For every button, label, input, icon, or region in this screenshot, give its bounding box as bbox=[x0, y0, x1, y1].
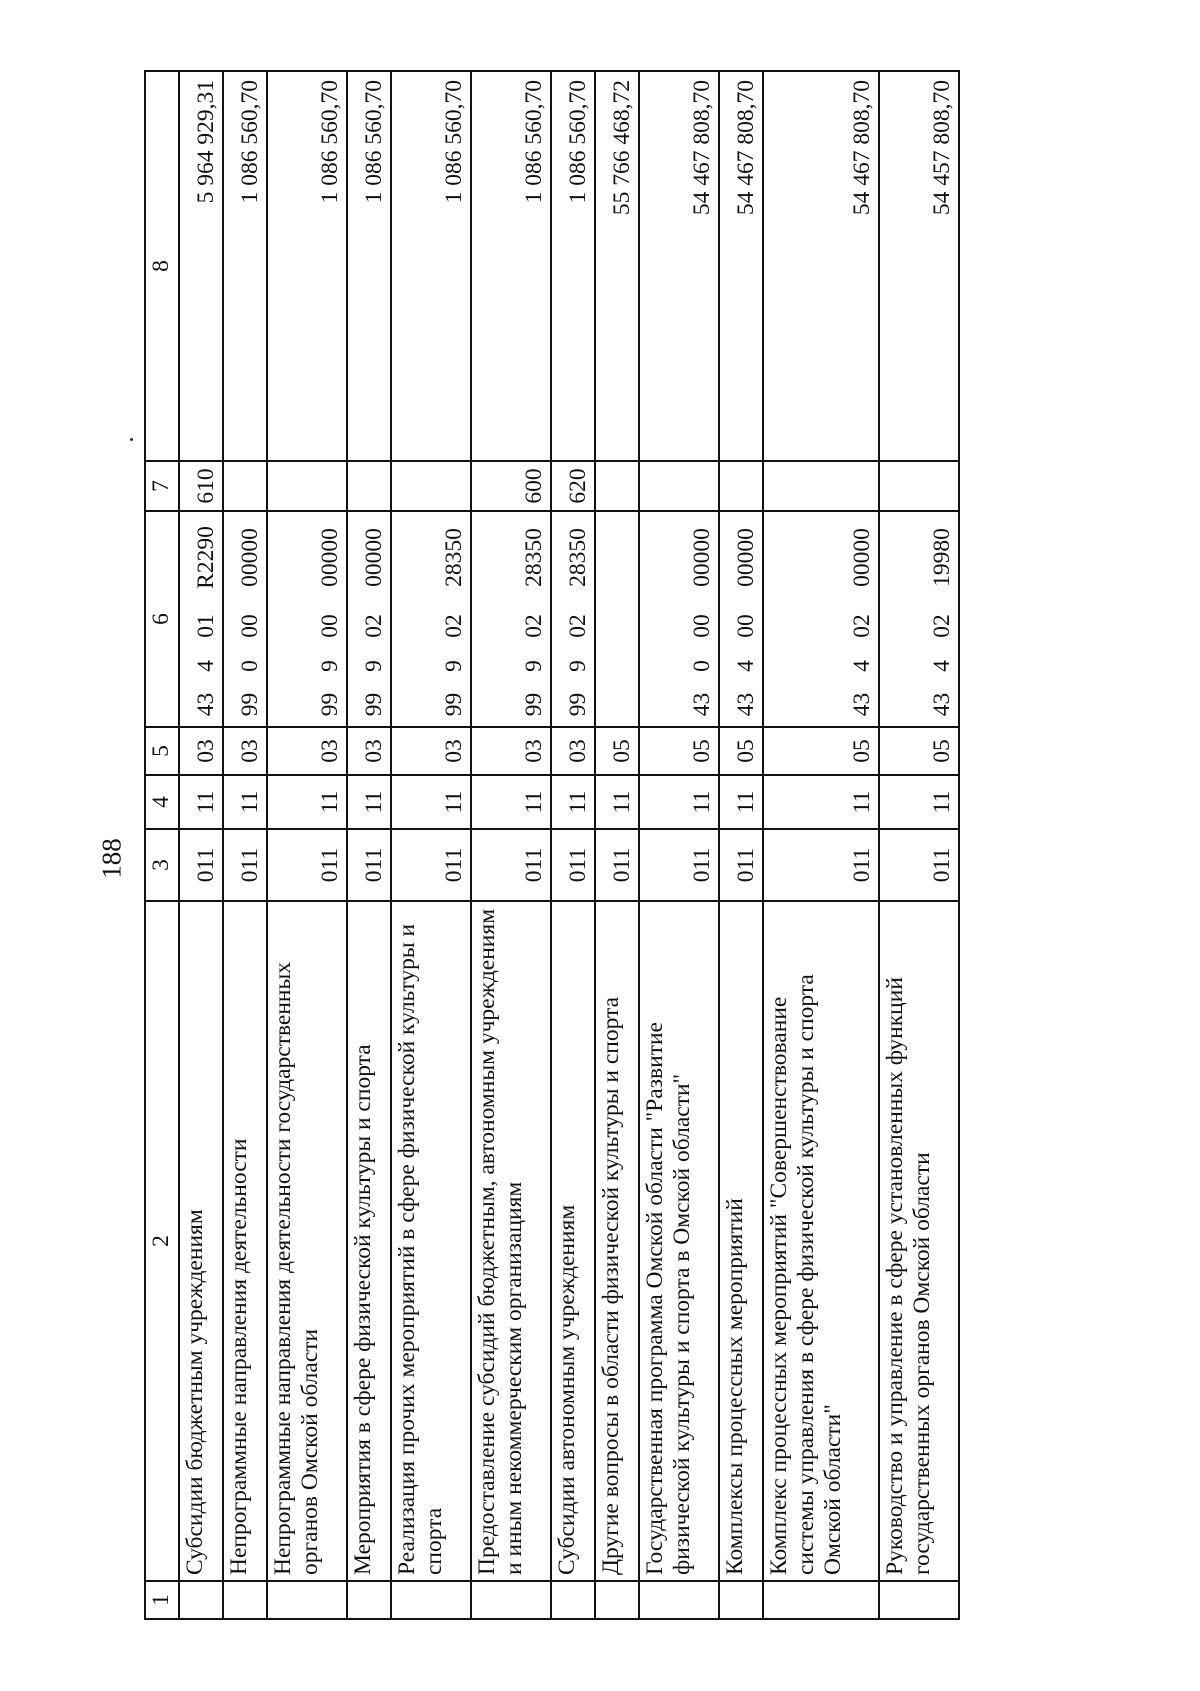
ministry-code: 011 bbox=[179, 829, 223, 901]
section-code: 11 bbox=[551, 775, 595, 829]
item-name: Мероприятия в сфере физической культуры и спорта bbox=[347, 901, 391, 1581]
subsection-code: 03 bbox=[551, 727, 595, 775]
header-col-2: 2 bbox=[145, 901, 179, 1581]
ministry-code: 011 bbox=[471, 829, 551, 901]
expense-type-code bbox=[223, 461, 267, 511]
target-event-code: 00 bbox=[267, 603, 347, 649]
budget-table bbox=[144, 70, 960, 1620]
section-code: 11 bbox=[763, 775, 879, 829]
scan-speck bbox=[130, 438, 133, 441]
target-program-code: 99 bbox=[391, 683, 471, 727]
header-col-7: 7 bbox=[145, 461, 179, 511]
section-code: 11 bbox=[471, 775, 551, 829]
target-program-code: 99 bbox=[471, 683, 551, 727]
row-index-cell bbox=[595, 1581, 639, 1619]
row-index-cell bbox=[719, 1581, 763, 1619]
target-subprogram-code: 9 bbox=[391, 649, 471, 683]
ministry-code: 011 bbox=[551, 829, 595, 901]
target-direction-code: 28350 bbox=[551, 511, 595, 603]
target-direction-code: R2290 bbox=[179, 511, 223, 603]
row-index-cell bbox=[639, 1581, 719, 1619]
table-row bbox=[267, 71, 347, 1619]
table-row bbox=[471, 71, 551, 1619]
item-name: Субсидии автономным учреждениям bbox=[551, 901, 595, 1581]
target-direction-code: 00000 bbox=[719, 511, 763, 603]
table-row bbox=[639, 71, 719, 1619]
target-program-code: 43 bbox=[179, 683, 223, 727]
expense-type-code bbox=[879, 461, 959, 511]
amount: 5 964 929,31 bbox=[179, 71, 223, 461]
target-subprogram-code bbox=[595, 649, 639, 683]
target-direction-code: 19980 bbox=[879, 511, 959, 603]
row-index-cell bbox=[347, 1581, 391, 1619]
page-number: 188 bbox=[96, 838, 127, 879]
ministry-code: 011 bbox=[223, 829, 267, 901]
target-program-code: 99 bbox=[551, 683, 595, 727]
target-program-code: 43 bbox=[763, 683, 879, 727]
expense-type-code: 620 bbox=[551, 461, 595, 511]
row-index-cell bbox=[391, 1581, 471, 1619]
section-code: 11 bbox=[347, 775, 391, 829]
expense-type-code bbox=[267, 461, 347, 511]
table-row bbox=[879, 71, 959, 1619]
amount: 1 086 560,70 bbox=[471, 71, 551, 461]
expense-type-code bbox=[391, 461, 471, 511]
ministry-code: 011 bbox=[391, 829, 471, 901]
target-direction-code: 00000 bbox=[347, 511, 391, 603]
item-name: Непрограммные направления деятельности bbox=[223, 901, 267, 1581]
target-event-code: 02 bbox=[879, 603, 959, 649]
expense-type-code bbox=[347, 461, 391, 511]
row-index-cell bbox=[471, 1581, 551, 1619]
ministry-code: 011 bbox=[719, 829, 763, 901]
ministry-code: 011 bbox=[763, 829, 879, 901]
ministry-code: 011 bbox=[879, 829, 959, 901]
subsection-code: 05 bbox=[763, 727, 879, 775]
header-col-1: 1 bbox=[145, 1581, 179, 1619]
item-name: Комплекс процессных мероприятий "Совершенствование системы управления в сфере физической культуры и спорта Омской области" bbox=[763, 901, 879, 1581]
target-event-code: 02 bbox=[551, 603, 595, 649]
header-col-6: 6 bbox=[145, 511, 179, 727]
section-code: 11 bbox=[879, 775, 959, 829]
target-direction-code: 00000 bbox=[267, 511, 347, 603]
row-index-cell bbox=[267, 1581, 347, 1619]
subsection-code: 05 bbox=[719, 727, 763, 775]
item-name: Предоставление субсидий бюджетным, автономным учреждениям и иным некоммерческим организациям bbox=[471, 901, 551, 1581]
target-subprogram-code: 0 bbox=[223, 649, 267, 683]
subsection-code: 03 bbox=[179, 727, 223, 775]
row-index-cell bbox=[763, 1581, 879, 1619]
amount: 54 457 808,70 bbox=[879, 71, 959, 461]
amount: 1 086 560,70 bbox=[347, 71, 391, 461]
subsection-code: 03 bbox=[391, 727, 471, 775]
target-event-code: 00 bbox=[719, 603, 763, 649]
target-direction-code: 28350 bbox=[471, 511, 551, 603]
target-event-code: 02 bbox=[763, 603, 879, 649]
table-row bbox=[595, 71, 639, 1619]
table-row bbox=[223, 71, 267, 1619]
row-index-cell bbox=[223, 1581, 267, 1619]
target-program-code: 43 bbox=[879, 683, 959, 727]
item-name: Государственная программа Омской области "Развитие физической культуры и спорта в Омской области" bbox=[639, 901, 719, 1581]
expense-type-code bbox=[639, 461, 719, 511]
subsection-code: 05 bbox=[639, 727, 719, 775]
section-code: 11 bbox=[179, 775, 223, 829]
section-code: 11 bbox=[391, 775, 471, 829]
target-direction-code bbox=[595, 511, 639, 603]
table-row bbox=[719, 71, 763, 1619]
amount: 55 766 468,72 bbox=[595, 71, 639, 461]
item-name: Другие вопросы в области физической культуры и спорта bbox=[595, 901, 639, 1581]
target-event-code bbox=[595, 603, 639, 649]
target-program-code bbox=[595, 683, 639, 727]
target-subprogram-code: 0 bbox=[639, 649, 719, 683]
amount: 1 086 560,70 bbox=[551, 71, 595, 461]
item-name: Реализация прочих мероприятий в сфере физической культуры и спорта bbox=[391, 901, 471, 1581]
row-index-cell bbox=[179, 1581, 223, 1619]
target-subprogram-code: 4 bbox=[719, 649, 763, 683]
amount: 1 086 560,70 bbox=[267, 71, 347, 461]
subsection-code: 05 bbox=[879, 727, 959, 775]
amount: 54 467 808,70 bbox=[719, 71, 763, 461]
table-row bbox=[179, 71, 223, 1619]
expense-type-code: 610 bbox=[179, 461, 223, 511]
expense-type-code bbox=[763, 461, 879, 511]
amount: 1 086 560,70 bbox=[223, 71, 267, 461]
target-program-code: 99 bbox=[267, 683, 347, 727]
target-subprogram-code: 9 bbox=[347, 649, 391, 683]
ministry-code: 011 bbox=[347, 829, 391, 901]
budget-table-container bbox=[144, 72, 960, 1620]
target-subprogram-code: 4 bbox=[879, 649, 959, 683]
item-name: Руководство и управление в сфере установленных функций государственных органов Омской области bbox=[879, 901, 959, 1581]
target-event-code: 01 bbox=[179, 603, 223, 649]
target-event-code: 00 bbox=[223, 603, 267, 649]
target-subprogram-code: 4 bbox=[179, 649, 223, 683]
target-event-code: 00 bbox=[639, 603, 719, 649]
amount: 54 467 808,70 bbox=[639, 71, 719, 461]
header-col-3: 3 bbox=[145, 829, 179, 901]
section-code: 11 bbox=[223, 775, 267, 829]
table-body bbox=[179, 71, 959, 1619]
expense-type-code bbox=[719, 461, 763, 511]
row-index-cell bbox=[551, 1581, 595, 1619]
expense-type-code bbox=[595, 461, 639, 511]
table-row bbox=[391, 71, 471, 1619]
item-name: Субсидии бюджетным учреждениям bbox=[179, 901, 223, 1581]
subsection-code: 03 bbox=[471, 727, 551, 775]
target-subprogram-code: 9 bbox=[267, 649, 347, 683]
ministry-code: 011 bbox=[639, 829, 719, 901]
target-direction-code: 28350 bbox=[391, 511, 471, 603]
subsection-code: 03 bbox=[223, 727, 267, 775]
amount: 54 467 808,70 bbox=[763, 71, 879, 461]
target-subprogram-code: 9 bbox=[551, 649, 595, 683]
section-code: 11 bbox=[595, 775, 639, 829]
table-row bbox=[551, 71, 595, 1619]
target-program-code: 99 bbox=[347, 683, 391, 727]
rotated-table-frame bbox=[144, 72, 960, 1620]
target-event-code: 02 bbox=[391, 603, 471, 649]
section-code: 11 bbox=[639, 775, 719, 829]
subsection-code: 03 bbox=[347, 727, 391, 775]
item-name: Комплексы процессных мероприятий bbox=[719, 901, 763, 1581]
table-row bbox=[763, 71, 879, 1619]
target-event-code: 02 bbox=[347, 603, 391, 649]
target-program-code: 43 bbox=[639, 683, 719, 727]
target-event-code: 02 bbox=[471, 603, 551, 649]
row-index-cell bbox=[879, 1581, 959, 1619]
target-direction-code: 00000 bbox=[639, 511, 719, 603]
header-col-4: 4 bbox=[145, 775, 179, 829]
section-code: 11 bbox=[267, 775, 347, 829]
table-row bbox=[347, 71, 391, 1619]
target-subprogram-code: 9 bbox=[471, 649, 551, 683]
header-col-5: 5 bbox=[145, 727, 179, 775]
expense-type-code: 600 bbox=[471, 461, 551, 511]
header-col-8: 8 bbox=[145, 71, 179, 461]
subsection-code: 05 bbox=[595, 727, 639, 775]
section-code: 11 bbox=[719, 775, 763, 829]
subsection-code: 03 bbox=[267, 727, 347, 775]
header-row bbox=[145, 71, 179, 1619]
target-program-code: 99 bbox=[223, 683, 267, 727]
target-subprogram-code: 4 bbox=[763, 649, 879, 683]
ministry-code: 011 bbox=[595, 829, 639, 901]
target-program-code: 43 bbox=[719, 683, 763, 727]
amount: 1 086 560,70 bbox=[391, 71, 471, 461]
target-direction-code: 00000 bbox=[763, 511, 879, 603]
item-name: Непрограммные направления деятельности государственных органов Омской области bbox=[267, 901, 347, 1581]
ministry-code: 011 bbox=[267, 829, 347, 901]
target-direction-code: 00000 bbox=[223, 511, 267, 603]
